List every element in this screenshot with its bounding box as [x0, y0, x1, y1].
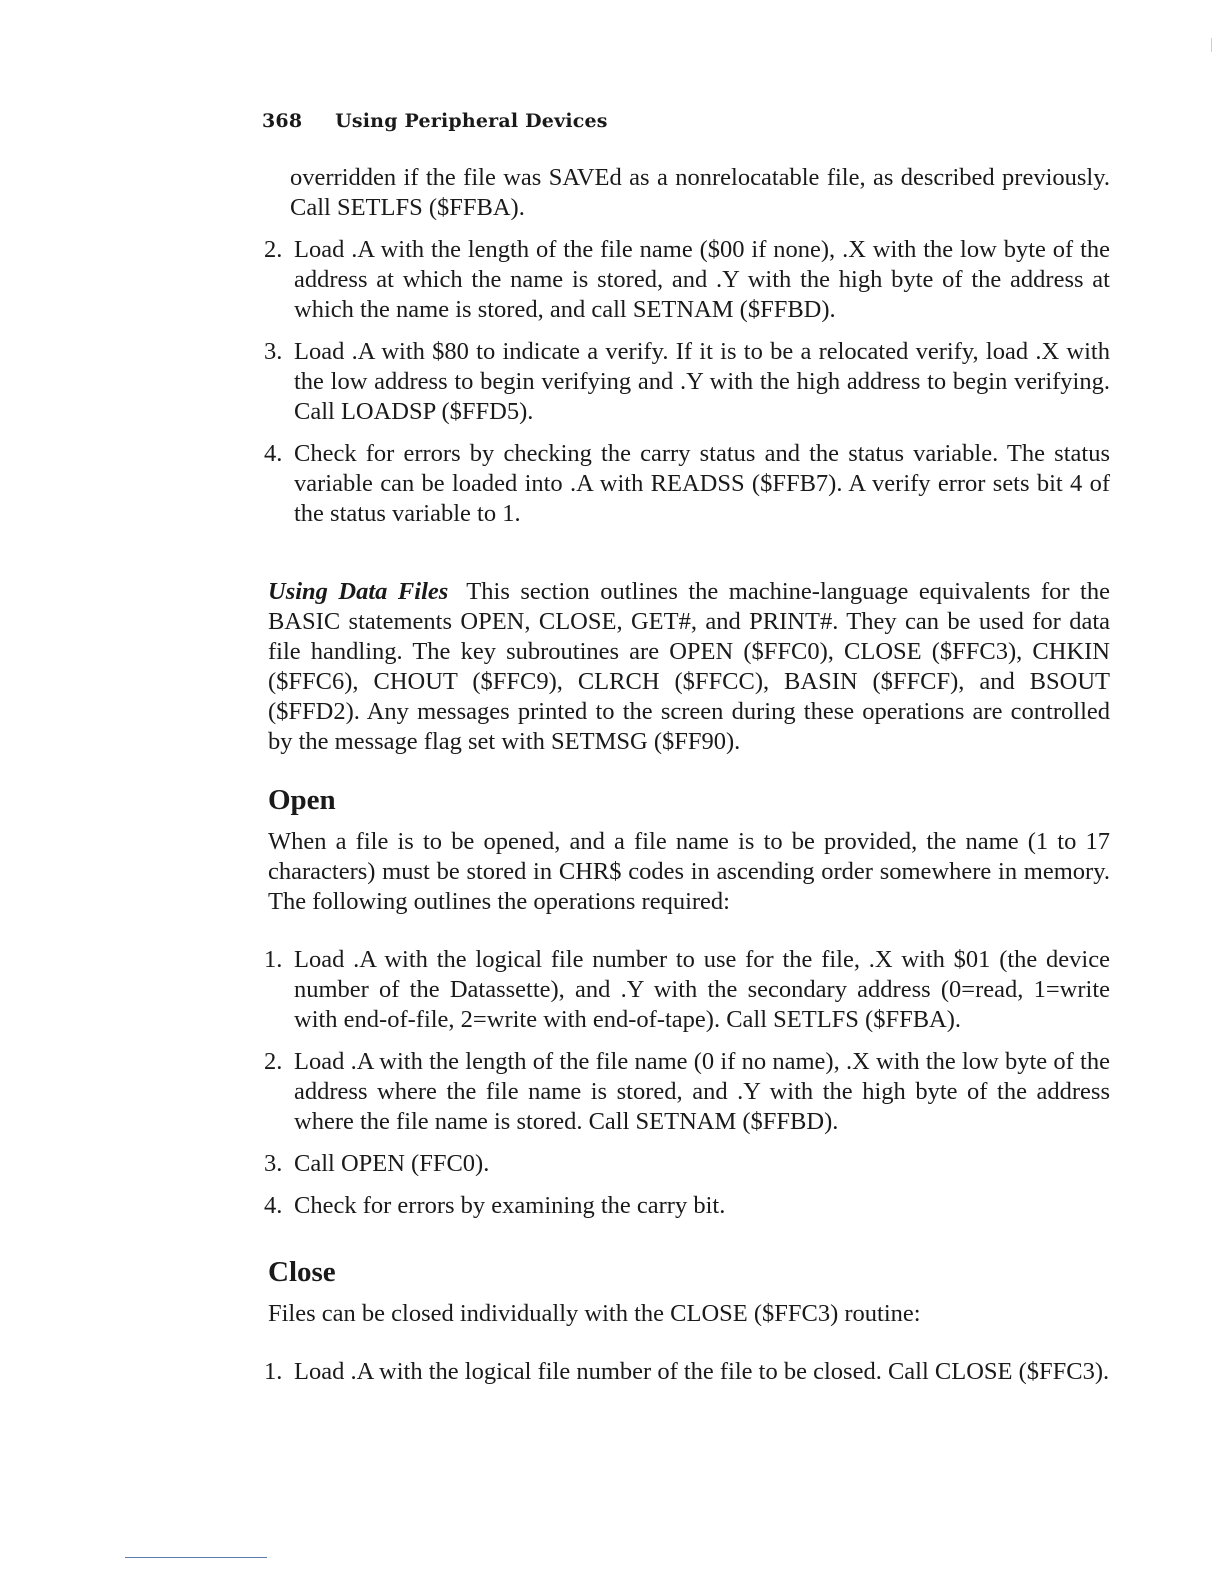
data-files-text: This section outlines the machine-language equivalents for the BASIC statements OPEN, CLOSE, GET#, and PRINT#. They can be used for data file handling. The key subroutines are OPEN ($FFC0), CLOSE ($FFC3), CHKIN ($FFC6), CHOUT ($FFC9), CLRCH ($FFCC), BASIN ($FFCF), and BSOUT ($FFD2). Any messages printed to the screen during these operations are controlled by the message flag set with SETMSG ($FF90). — [268, 578, 1110, 755]
list-number: 2. — [264, 236, 283, 263]
list-item — [264, 337, 1110, 427]
list-number: 3. — [264, 1150, 283, 1177]
list-item — [264, 235, 1110, 325]
list-text: Check for errors by checking the carry status and the status variable. The status variable can be loaded into .A with READSS ($FFB7). A verify error sets bit 4 of the status variable to 1. — [294, 440, 1110, 527]
running-header — [262, 110, 608, 132]
verify-steps-list — [264, 235, 1110, 529]
list-text: Load .A with the logical file number to use for the file, .X with $01 (the device number of the Datassette), and .Y with the secondary address (0=read, 1=write with end-of-file, 2=write with end-of-tape). Call SETLFS ($FFBA). — [294, 946, 1110, 1033]
open-steps-list — [264, 945, 1110, 1221]
list-text: Call OPEN (FFC0). — [294, 1150, 490, 1177]
open-heading: Open — [268, 784, 336, 816]
list-text: Load .A with the logical file number of the file to be closed. Call CLOSE ($FFC3). — [294, 1358, 1110, 1385]
page-number: 368 — [262, 110, 303, 132]
list-number: 1. — [264, 946, 283, 973]
list-text: Load .A with the length of the file name (0 if no name), .X with the low byte of the address where the file name is stored, and .Y with the high byte of the address where the file name is stored. Call SETNAM ($FFBD). — [294, 1048, 1110, 1135]
scan-edge-mark — [1211, 38, 1212, 52]
list-text: Check for errors by examining the carry bit. — [294, 1192, 726, 1219]
list-text: Load .A with $80 to indicate a verify. If it is to be a relocated verify, load .X with the low address to begin verifying and .Y with the high address to begin verifying. Call LOADSP ($FFD5). — [294, 338, 1110, 425]
list-item — [264, 439, 1110, 529]
list-item — [264, 945, 1110, 1035]
list-number: 3. — [264, 338, 283, 365]
list-item — [264, 1149, 1110, 1179]
list-item — [264, 1047, 1110, 1137]
list-item — [264, 1191, 1110, 1221]
close-steps-list — [264, 1357, 1110, 1387]
continuation-paragraph: overridden if the file was SAVEd as a nonrelocatable file, as described previously. Call SETLFS ($FFBA). — [290, 164, 1110, 221]
list-number: 4. — [264, 440, 283, 467]
list-number: 4. — [264, 1192, 283, 1219]
page-body — [264, 163, 1110, 1387]
data-files-paragraph — [268, 577, 1110, 757]
list-text: Load .A with the length of the file name ($00 if none), .X with the low byte of the address at which the name is stored, and .Y with the high byte of the address at which the name is stored, and call SETNAM ($FFBD). — [294, 236, 1110, 323]
close-intro: Files can be closed individually with the CLOSE ($FFC3) routine: — [268, 1300, 921, 1327]
data-files-heading: Using Data Files — [268, 578, 449, 605]
list-number: 2. — [264, 1048, 283, 1075]
footnote-rule — [125, 1557, 267, 1558]
open-intro: When a file is to be opened, and a file name is to be provided, the name (1 to 17 characters) must be stored in CHR$ codes in ascending order somewhere in memory. The following outlines the operations required: — [268, 828, 1110, 915]
list-item — [264, 1357, 1110, 1387]
running-title: Using Peripheral Devices — [335, 110, 608, 132]
list-number: 1. — [264, 1358, 283, 1385]
close-heading: Close — [268, 1256, 336, 1288]
